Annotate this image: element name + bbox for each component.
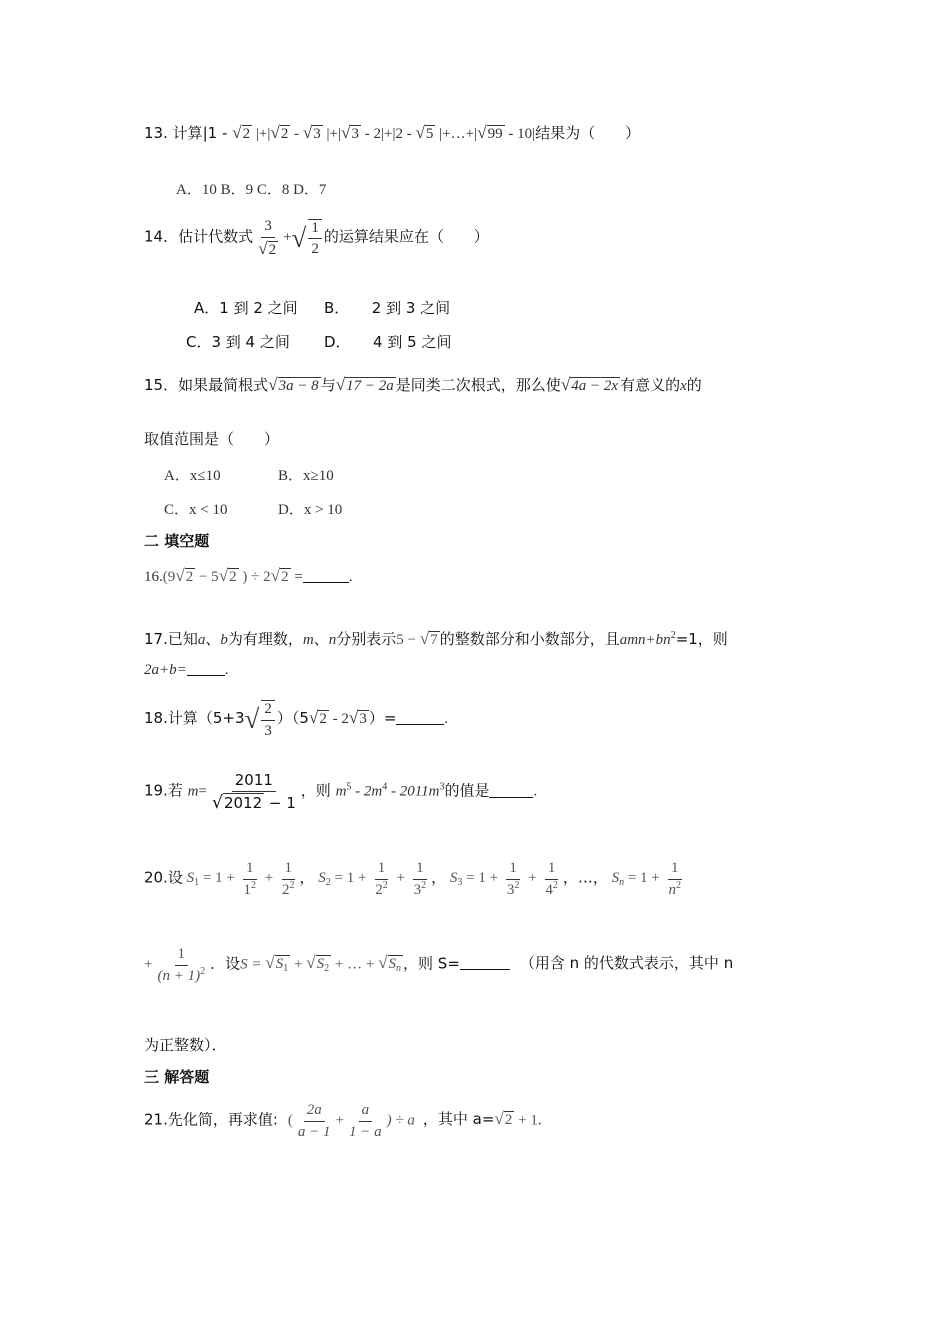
q20-s1: $S_1 = 1$ + $\frac{1}{1^2}$ + $\frac{1}{2^2}$ <box>186 860 295 898</box>
q19-exp-5: 5 <box>346 781 352 793</box>
q16-suffix: . <box>348 569 353 585</box>
q16-expr-a: (9 <box>162 569 176 585</box>
q16-answer-blank[interactable] <box>303 570 349 583</box>
q16-eq: = <box>290 569 303 585</box>
q15-sqrt-1: √3a − 8 <box>268 375 319 394</box>
q15-with: 与 <box>320 376 336 394</box>
q20-answer-blank[interactable] <box>460 957 510 970</box>
q19-answer-blank[interactable] <box>489 785 533 798</box>
q20-l2-hint: （用含 n 的代数式表示，其中 n <box>519 954 734 973</box>
q17-cond-exp: 2 <box>670 630 676 641</box>
q19-expr-a: - 2m <box>351 783 383 800</box>
q20-line2 <box>144 946 733 984</box>
q20-comma-1: ， <box>299 868 315 887</box>
q17-sep-1: 、 <box>205 630 221 648</box>
q20-sqrt-s1: $√S_1$ <box>265 953 289 975</box>
q19-suffix: 的值是 <box>444 781 490 800</box>
q21-rparen: ) ÷ a <box>386 1112 415 1129</box>
sqrt-2-b: √2 <box>270 123 289 142</box>
q17-cond: amn+bn <box>619 632 671 648</box>
q17-mid2: 分别表示 <box>336 630 397 648</box>
q21-sqrt-2: √2 <box>494 1109 513 1129</box>
q17-line2-end: . <box>224 662 229 678</box>
q15-suffix: 的 <box>686 376 702 394</box>
q19-exp-4: 4 <box>382 781 388 793</box>
q20-ellipsis: …， <box>577 868 608 887</box>
q17-sep-2: 、 <box>313 630 329 648</box>
q17-b: b <box>220 632 228 648</box>
q19-eq: = <box>198 783 207 800</box>
q17-line2-expr: 2a+b= <box>144 662 187 678</box>
q13-mid4: - 10| <box>504 126 536 142</box>
q14-option-c: C．3 到 4 之间 <box>186 333 290 351</box>
q13-mid2: - 2|+|2 - <box>360 126 416 142</box>
sqrt-5: √5 <box>415 123 434 142</box>
q19-fraction: $\frac{2011}{√2012 - 1}$ <box>211 771 296 813</box>
q19-prefix: 19.若 <box>144 781 188 800</box>
q16-expr-c: ) ÷ 2 <box>238 569 271 585</box>
q15-option-d: D．x > 10 <box>278 502 343 518</box>
sqrt-3-b: √3 <box>341 123 359 142</box>
q21-end: . <box>537 1112 542 1129</box>
q20-l2-plus2: + … + <box>331 956 379 973</box>
q19-mid: ，则 <box>300 781 336 800</box>
q17-mid1: 为有理数， <box>227 630 303 648</box>
q19-exp-3: 3 <box>439 781 445 793</box>
q20-comma-2: ， <box>431 868 447 887</box>
question-15 <box>144 374 702 395</box>
q19-expr-b: - 2011m <box>387 783 440 800</box>
q17-mid3: 的整数部分和小数部分，且 <box>439 630 620 648</box>
q17-expr: 5 − <box>396 632 420 648</box>
sqrt-2-a: √2 <box>232 123 251 142</box>
q16-prefix: 16. <box>144 569 163 585</box>
q18-prefix: 18.计算（5+3 <box>144 708 245 727</box>
q15-mid2: 有意义的 <box>620 376 681 394</box>
q15-prefix: 15．如果最简根式 <box>144 376 269 394</box>
q18-sqrt-2: √2 <box>308 707 327 727</box>
q20-l2-plus1: + <box>290 956 307 973</box>
q21-fraction-2: $\frac{a}{1 - a}$ <box>349 1102 382 1140</box>
q20-sqrt-s2: $√S_2$ <box>306 953 330 975</box>
q13-suffix: 结果为（ ） <box>535 124 641 142</box>
q20-s2: $S_2 = 1$ + $\frac{1}{2^2}$ + $\frac{1}{3^2}$ <box>318 860 427 898</box>
q15-line2: 取值范围是（ ） <box>144 430 280 448</box>
q16-sqrt-1: √2 <box>175 566 194 585</box>
q20-l2-plus: + <box>144 956 153 973</box>
q17-line2 <box>144 662 229 679</box>
q20-l2-mid: ．设 <box>210 954 241 973</box>
question-14 <box>144 218 489 258</box>
q19-expr: m <box>335 783 347 800</box>
q21-lparen: ( <box>287 1112 293 1129</box>
question-19 <box>144 772 537 812</box>
q16-sqrt-3: √2 <box>270 566 289 585</box>
q15-mid: 是同类二次根式，那么使 <box>395 376 561 394</box>
q21-prefix: 21.先化简，再求值: <box>144 1110 278 1129</box>
q18-sqrt-two-thirds: √ $\frac{2}{3}$ <box>245 700 277 739</box>
q20-comma-3: ， <box>562 868 578 887</box>
q20-l2-fraction: $\frac{1}{(n + 1)^2}$ <box>157 946 206 984</box>
q15-option-b: B．x≥10 <box>278 468 334 484</box>
q21-fraction-1: $\frac{2a}{a - 1}$ <box>297 1102 331 1140</box>
q20-sn: $S_n = 1$ + $\frac{1}{n^2}$ <box>611 860 682 898</box>
q21-tail: + 1 <box>514 1112 538 1129</box>
q20-prefix: 20.设 <box>144 868 183 887</box>
q18-sqrt-3: √3 <box>348 707 367 727</box>
q20-s3: $S_3 = 1$ + $\frac{1}{3^2}$ + $\frac{1}{4^2}$ <box>449 860 558 898</box>
q15-sqrt-3: √4a − 2x <box>560 375 619 394</box>
q17-cond-end: =1，则 <box>675 630 728 648</box>
q17-prefix: 17.已知 <box>144 630 198 648</box>
q15-sqrt-2: √17 − 2a <box>335 375 394 394</box>
question-20 <box>144 860 686 898</box>
q20-line3: 为正整数）． <box>144 1036 227 1054</box>
q14-sqrt-half: √ $\frac{1}{2}$ <box>292 219 324 258</box>
q16-expr-b: − 5 <box>195 569 219 585</box>
q19-m: m <box>187 783 199 800</box>
q14-fraction-3-over-sqrt2: $\frac{3}{√2}$ <box>258 218 277 258</box>
q18-mid: ）（5 <box>276 708 309 727</box>
q16-sqrt-2: √2 <box>218 566 237 585</box>
section-3-title: 三 解答题 <box>144 1068 210 1086</box>
question-13 <box>144 122 640 143</box>
q21-mid: ，其中 a= <box>422 1110 495 1129</box>
q14-suffix: 的运算结果应在（ ） <box>323 227 489 246</box>
sqrt-3-a: √3 <box>302 123 321 142</box>
q13-prefix: 13. 计算|1 - <box>144 124 233 142</box>
q18-answer-blank[interactable] <box>396 712 444 725</box>
question-21 <box>144 1102 542 1140</box>
q17-answer-blank[interactable] <box>187 663 225 676</box>
q14-option-a: A．1 到 2 之间 <box>194 299 298 317</box>
q14-option-d: D． 4 到 5 之间 <box>324 333 452 351</box>
q14-prefix: 14．估计代数式 <box>144 227 254 246</box>
q14-plus: + <box>283 229 292 246</box>
q20-l2-then: ，则 S= <box>403 954 460 973</box>
q19-end: . <box>533 783 538 800</box>
q15-var: x <box>680 378 687 394</box>
question-18 <box>144 700 448 739</box>
q21-plus: + <box>335 1112 345 1129</box>
q20-l2-S: S = <box>240 956 266 973</box>
q18-end: ）= <box>368 708 397 727</box>
q18-suffix: . <box>444 710 449 727</box>
q17-n: n <box>328 632 337 648</box>
q17-sqrt-7: √7 <box>419 629 438 648</box>
q17-m: m <box>302 632 314 648</box>
q15-option-a: A．x≤10 <box>164 468 221 484</box>
q13-mid3: |+…+| <box>435 126 478 142</box>
q20-sqrt-sn: $√S_n$ <box>378 953 402 975</box>
q14-option-b: B． 2 到 3 之间 <box>324 299 451 317</box>
q13-options: A．10 B．9 C．8 D．7 <box>176 182 327 198</box>
q18-minus: - 2 <box>328 710 349 727</box>
question-16 <box>144 566 353 586</box>
q15-option-c: C．x < 10 <box>164 502 228 518</box>
q17-a: a <box>197 632 206 648</box>
question-17 <box>144 628 728 649</box>
sqrt-99: √99 <box>477 123 503 142</box>
q13-mid1: - <box>290 126 303 142</box>
section-2-title: 二 填空题 <box>144 532 210 550</box>
q13-bar2: |+| <box>322 126 342 142</box>
q13-bar1: |+| <box>252 126 271 142</box>
